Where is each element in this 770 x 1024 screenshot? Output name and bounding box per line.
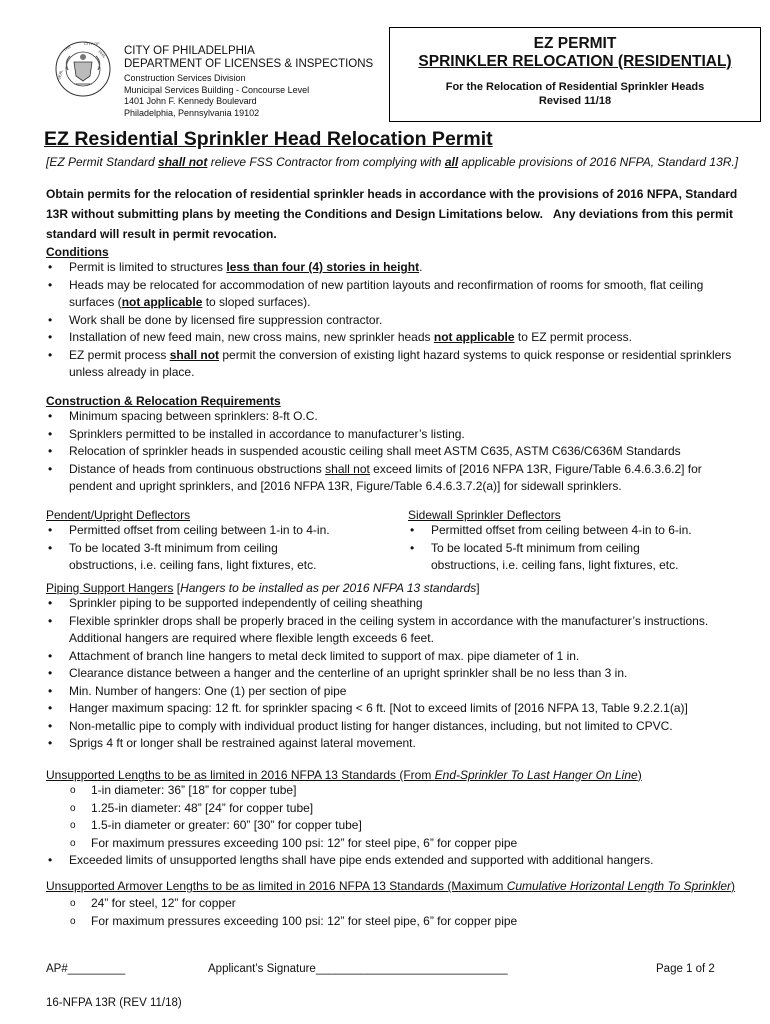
list-item: o 1-in diameter: 36” [18” for copper tube]: [46, 782, 756, 800]
list-item: • Permit is limited to structures less than four (4) stories in height.: [46, 259, 746, 277]
list-item: • Min. Number of hangers: One (1) per section of pipe: [46, 683, 756, 701]
list-item: • Heads may be relocated for accommodation of new partition layouts and reconfirmation of rooms for smooth, flat ceiling surfaces (not applicable to sloped surfaces).: [46, 277, 746, 312]
list-item: • Relocation of sprinkler heads in suspended acoustic ceiling shall meet ASTM C635, ASTM C636/C636M Standards: [46, 443, 746, 461]
conditions-heading: Conditions: [46, 245, 109, 259]
pendent-heading: Pendent/Upright Deflectors: [46, 508, 191, 522]
armover-heading: Unsupported Armover Lengths to be as limited in 2016 NFPA 13 Standards (Maximum Cumulative Horizontal Length To Sprinkler): [46, 879, 736, 893]
intro-note: [EZ Permit Standard shall not relieve FSS Contractor from complying with all applicable provisions of 2016 NFPA, Standard 13R.]: [46, 155, 739, 169]
list-item: • Hanger maximum spacing: 12 ft. for sprinkler spacing < 6 ft. [Not to exceed limits of [2016 NFPA 13, Table 9.2.2.1(a)]: [46, 700, 756, 718]
list-item: o For maximum pressures exceeding 100 psi: 12” for steel pipe, 6” for copper pipe: [46, 835, 756, 853]
unsupported-section: [46, 768, 756, 870]
list-item: o For maximum pressures exceeding 100 psi: 12” for steel pipe, 6” for copper pipe: [46, 913, 746, 931]
list-item: • Distance of heads from continuous obstructions shall not exceed limits of [2016 NFPA 13R, Figure/Table 6.4.6.3.6.2] for pendent and upright sprinklers, and [2016 NFPA 13R, Figure/Table 6.4.6.3.7.2(a)] for sidewall sprinklers.: [46, 461, 746, 496]
intro-instructions: Obtain permits for the relocation of residential sprinkler heads in accordance with the provisions of 2016 NFPA, Standard 13R without submitting plans by meeting the Conditions and Design Limitations below. Any deviations from this permit standard will result in permit revocation.: [46, 187, 738, 241]
list-item: • Attachment of branch line hangers to metal deck limited to support of max. pipe diameter of 1 in.: [46, 648, 756, 666]
list-item: • Sprigs 4 ft or longer shall be restrained against lateral movement.: [46, 735, 756, 753]
list-item: • Flexible sprinkler drops shall be properly braced in the ceiling system in accordance with the manufacturer’s instructions. Additional hangers are required where flexible length exceeds 6 feet.: [46, 613, 756, 648]
page-number: Page 1 of 2: [656, 963, 715, 975]
pendent-section: [46, 508, 396, 575]
svg-text:PHIL: PHIL: [97, 49, 108, 60]
list-item: o 1.5-in diameter or greater: 60” [30” for copper tube]: [46, 817, 756, 835]
ez-permit-label: EZ PERMIT: [533, 35, 617, 52]
list-item: • Permitted offset from ceiling between 4-in to 6-in.: [408, 522, 748, 540]
construction-heading: Construction & Relocation Requirements: [46, 394, 281, 408]
revision-label: Revised 11/18: [538, 95, 612, 107]
list-item: • Minimum spacing between sprinklers: 8-ft O.C.: [46, 408, 746, 426]
conditions-section: [46, 245, 746, 382]
sidewall-heading: Sidewall Sprinkler Deflectors: [408, 508, 561, 522]
list-item: • Non-metallic pipe to comply with individual product listing for hanger distances, including, but not limited to CPVC.: [46, 718, 756, 736]
permit-title-box: [389, 27, 761, 122]
list-item: o 24” for steel, 12” for copper: [46, 895, 746, 913]
list-item: • To be located 5-ft minimum from ceiling obstructions, i.e. ceiling fans, light fixtures, etc.: [408, 540, 711, 575]
page-title: EZ Residential Sprinkler Head Relocation Permit: [44, 128, 493, 150]
org-city: CITY OF PHILADELPHIA: [124, 45, 255, 57]
ap-number-field[interactable]: AP#_________: [46, 963, 126, 975]
svg-text:THE: THE: [62, 43, 72, 53]
applicant-signature-field[interactable]: Applicant’s Signature______________________________: [208, 963, 508, 975]
list-item: • Installation of new feed main, new cross mains, new sprinkler heads not applicable to EZ permit process.: [46, 329, 746, 347]
org-division: Construction Services Division: [124, 73, 246, 83]
list-item: • Sprinklers permitted to be installed in accordance to manufacturer’s listing.: [46, 426, 746, 444]
unsupported-heading: Unsupported Lengths to be as limited in 2016 NFPA 13 Standards (From End-Sprinkler To Last Hanger On Line): [46, 768, 642, 782]
org-department: DEPARTMENT OF LICENSES & INSPECTIONS: [124, 58, 374, 70]
svg-text:CITY OF: CITY OF: [84, 41, 100, 46]
piping-section: [46, 581, 756, 753]
list-item: • EZ permit process shall not permit the conversion of existing light hazard systems to quick response or residential sprinklers unless already in place.: [46, 347, 746, 382]
sidewall-section: [408, 508, 748, 575]
org-street: 1401 John F. Kennedy Boulevard: [124, 96, 257, 106]
permit-purpose: For the Relocation of Residential Sprinkler Heads: [445, 81, 705, 93]
list-item: • Work shall be done by licensed fire suppression contractor.: [46, 312, 746, 330]
org-address-block: [124, 45, 373, 119]
piping-heading-line: Piping Support Hangers [Hangers to be installed as per 2016 NFPA 13 standards]: [46, 581, 480, 595]
org-building: Municipal Services Building - Concourse Level: [124, 84, 310, 95]
list-item: • To be located 3-ft minimum from ceiling obstructions, i.e. ceiling fans, light fixtures, etc.: [46, 540, 319, 575]
construction-section: [46, 394, 746, 496]
list-item: • Exceeded limits of unsupported lengths shall have pipe ends extended and supported with additional hangers.: [46, 852, 756, 870]
sprinkler-relocation-label: SPRINKLER RELOCATION (RESIDENTIAL): [418, 53, 732, 70]
list-item: • Permitted offset from ceiling between 1-in to 4-in.: [46, 522, 396, 540]
list-item: • Clearance distance between a hanger and the centerline of an upright sprinkler shall be no less than 3 in.: [46, 665, 756, 683]
city-seal-icon: [54, 40, 112, 98]
list-item: o 1.25-in diameter: 48” [24” for copper tube]: [46, 800, 756, 818]
armover-section: [46, 878, 746, 930]
org-city-state: Philadelphia, Pennsylvania 19102: [124, 107, 260, 118]
list-item: • Sprinkler piping to be supported independently of ceiling sheathing: [46, 595, 756, 613]
svg-text:SEAL: SEAL: [56, 69, 64, 81]
form-number: 16-NFPA 13R (REV 11/18): [46, 997, 182, 1009]
